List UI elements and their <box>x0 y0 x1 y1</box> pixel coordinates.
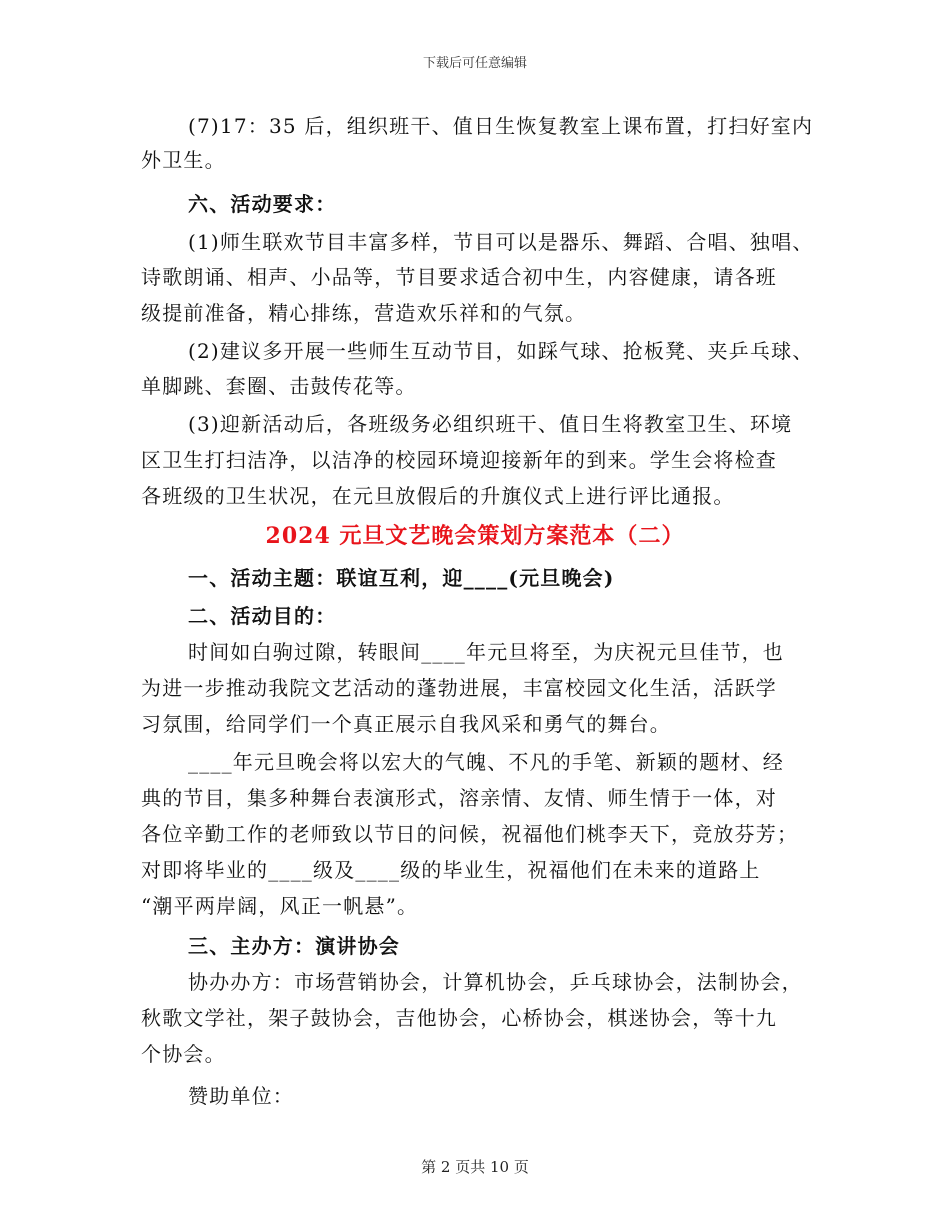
page-footer: 第 2 页共 10 页 <box>421 1158 529 1176</box>
paragraph-line: “潮平两岸阔，风正一帆悬”。 <box>141 894 419 918</box>
paragraph-line: 单脚跳、套圈、击鼓传花等。 <box>141 374 417 398</box>
paragraph-line: 级提前准备，精心排练，营造欢乐祥和的气氛。 <box>141 301 587 325</box>
paragraph-line: 外卫生。 <box>141 148 226 172</box>
paragraph-line: 赞助单位： <box>188 1084 294 1108</box>
paragraph-line: 区卫生打扫洁净，以洁净的校园环境迎接新年的到来。学生会将检查 <box>141 448 777 472</box>
paragraph-line: 协办办方：市场营销协会，计算机协会，乒乓球协会，法制协会， <box>188 970 803 994</box>
paragraph-line: 为进一步推动我院文艺活动的蓬勃进展，丰富校园文化生活，活跃学 <box>141 676 777 700</box>
paragraph-line: 对即将毕业的____级及____级的毕业生，祝福他们在未来的道路上 <box>141 858 761 882</box>
paragraph-line: 各位辛勤工作的老师致以节日的问候，祝福他们桃李天下，竞放芬芳； <box>141 822 799 846</box>
paragraph-line: 典的节目，集多种舞台表演形式，溶亲情、友情、师生情于一体，对 <box>141 786 777 810</box>
paragraph-line: (3)迎新活动后，各班级务必组织班干、值日生将教室卫生、环境 <box>188 412 793 436</box>
paragraph-line: 诗歌朗诵、相声、小品等，节目要求适合初中生，内容健康，请各班 <box>141 265 777 289</box>
section-heading-organizer: 三、主办方：演讲协会 <box>188 934 400 958</box>
document-title: 2024 元旦文艺晚会策划方案范本（二） <box>265 523 685 549</box>
page-header: 下载后可任意编辑 <box>422 56 527 71</box>
section-heading-theme: 一、活动主题：联谊互利，迎____(元旦晚会) <box>188 566 615 590</box>
paragraph-line: 习氛围，给同学们一个真正展示自我风采和勇气的舞台。 <box>141 712 671 736</box>
paragraph-line: 秋歌文学社，架子鼓协会，吉他协会，心桥协会，棋迷协会，等十九 <box>141 1006 777 1030</box>
paragraph-line: (2)建议多开展一些师生互动节目，如踩气球、抢板凳、夹乒乓球、 <box>188 339 814 363</box>
section-heading-purpose: 二、活动目的： <box>188 604 337 628</box>
paragraph-line: 各班级的卫生状况，在元旦放假后的升旗仪式上进行评比通报。 <box>141 484 735 508</box>
paragraph-line: ____年元旦晚会将以宏大的气魄、不凡的手笔、新颖的题材、经 <box>188 750 784 774</box>
section-heading-requirements: 六、活动要求： <box>188 192 337 216</box>
paragraph-line: (1)师生联欢节目丰富多样，节目可以是器乐、舞蹈、合唱、独唱、 <box>188 230 814 254</box>
paragraph-line: (7)17：35 后，组织班干、值日生恢复教室上课布置，打扫好室内 <box>188 114 814 138</box>
paragraph-line: 个协会。 <box>141 1042 226 1066</box>
paragraph-line: 时间如白驹过隙，转眼间____年元旦将至，为庆祝元旦佳节，也 <box>188 640 784 664</box>
